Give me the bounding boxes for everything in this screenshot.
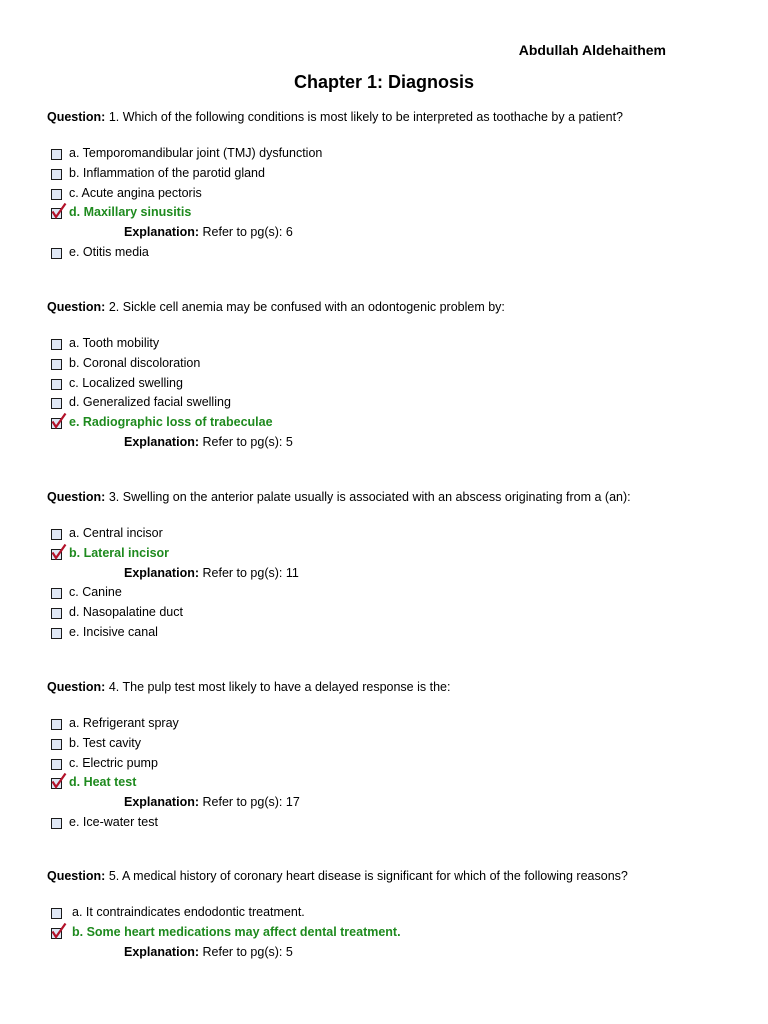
checkbox-icon[interactable]: [51, 189, 62, 200]
option-b-correct[interactable]: [47, 544, 737, 564]
checkbox-icon[interactable]: [51, 149, 62, 160]
question-4: [47, 679, 737, 833]
option-c[interactable]: [47, 184, 737, 204]
option-label: a. Central incisor: [69, 526, 163, 540]
explanation-label: Explanation:: [124, 565, 200, 580]
option-a[interactable]: [47, 144, 737, 164]
option-label: b. Coronal discoloration: [69, 355, 201, 370]
question-label: Question:: [47, 490, 106, 504]
question-text: [47, 868, 737, 884]
option-c[interactable]: [47, 374, 737, 394]
option-e[interactable]: [47, 813, 737, 833]
checkbox-icon[interactable]: [51, 608, 62, 619]
option-e[interactable]: [47, 243, 737, 263]
checkbox-icon[interactable]: [51, 628, 62, 639]
option-c[interactable]: [47, 754, 737, 774]
option-label: a. It contraindicates endodontic treatment.: [72, 905, 305, 919]
explanation-label: Explanation:: [124, 795, 200, 810]
explanation: [47, 564, 737, 584]
options-list: [47, 524, 737, 643]
option-label: c. Localized swelling: [69, 375, 183, 390]
option-e-correct[interactable]: [47, 413, 737, 433]
checkbox-icon[interactable]: [51, 908, 62, 919]
option-b[interactable]: [47, 354, 737, 374]
option-label: b. Inflammation of the parotid gland: [69, 165, 265, 180]
explanation-label: Explanation:: [124, 225, 200, 240]
option-label: a. Temporomandibular joint (TMJ) dysfunction: [69, 146, 323, 160]
checkbox-icon[interactable]: [51, 359, 62, 370]
checkbox-icon[interactable]: [51, 739, 62, 750]
option-label: b. Some heart medications may affect dental treatment.: [72, 924, 401, 939]
option-d[interactable]: [47, 603, 737, 623]
question-body: 5. A medical history of coronary heart disease is significant for which of the following reasons?: [108, 869, 628, 883]
explanation-text: Refer to pg(s): 11: [202, 565, 299, 580]
question-label: Question:: [47, 300, 106, 314]
explanation-text: Refer to pg(s): 5: [202, 944, 293, 959]
author-name: Abdullah Aldehaithem: [518, 42, 666, 58]
chapter-title: Chapter 1: Diagnosis: [293, 72, 475, 92]
question-text: [47, 299, 737, 315]
option-label: d. Generalized facial swelling: [69, 395, 231, 410]
option-e[interactable]: [47, 623, 737, 643]
checkmark-icon: [51, 922, 67, 940]
option-label: e. Incisive canal: [69, 624, 158, 639]
checkmark-icon: [51, 543, 67, 561]
question-text: [47, 109, 737, 125]
explanation-text: Refer to pg(s): 6: [202, 225, 293, 240]
checkbox-icon[interactable]: [51, 529, 62, 540]
option-label: d. Heat test: [69, 775, 137, 790]
checkmark-icon: [51, 202, 67, 220]
question-5: [47, 868, 737, 962]
option-a[interactable]: [47, 524, 737, 544]
option-a[interactable]: [47, 903, 737, 923]
explanation: [47, 223, 737, 243]
option-d[interactable]: [47, 393, 737, 413]
option-c[interactable]: [47, 583, 737, 603]
option-label: c. Acute angina pectoris: [69, 185, 202, 200]
option-b[interactable]: [47, 164, 737, 184]
option-b-correct[interactable]: [47, 923, 737, 943]
option-d-correct[interactable]: [47, 773, 737, 793]
checkmark-icon: [51, 412, 67, 430]
option-label: e. Radiographic loss of trabeculae: [69, 415, 273, 430]
question-1: [47, 109, 737, 263]
option-label: b. Test cavity: [69, 735, 142, 750]
option-label: d. Maxillary sinusitis: [69, 205, 192, 220]
checkmark-icon: [51, 772, 67, 790]
question-body: 2. Sickle cell anemia may be confused with an odontogenic problem by:: [108, 300, 505, 314]
question-text: [47, 489, 737, 505]
option-label: e. Ice-water test: [69, 814, 158, 829]
option-label: c. Canine: [69, 585, 122, 600]
checkbox-icon[interactable]: [51, 398, 62, 409]
question-body: 1. Which of the following conditions is most likely to be interpreted as toothache by a patient?: [108, 110, 624, 124]
checkbox-icon[interactable]: [51, 719, 62, 730]
explanation: [47, 433, 737, 453]
options-list: [47, 714, 737, 833]
question-body: 3. Swelling on the anterior palate usually is associated with an abscess originating from a (an):: [108, 490, 631, 504]
question-label: Question:: [47, 869, 106, 883]
explanation-label: Explanation:: [124, 944, 200, 959]
option-label: e. Otitis media: [69, 244, 149, 259]
checkbox-icon[interactable]: [51, 379, 62, 390]
question-2: [47, 299, 737, 453]
option-label: b. Lateral incisor: [69, 545, 170, 560]
option-label: c. Electric pump: [69, 755, 158, 770]
option-d-correct[interactable]: [47, 203, 737, 223]
question-body: 4. The pulp test most likely to have a delayed response is the:: [108, 680, 451, 694]
option-label: d. Nasopalatine duct: [69, 605, 183, 620]
checkbox-icon[interactable]: [51, 339, 62, 350]
explanation-label: Explanation:: [124, 434, 200, 449]
question-3: [47, 489, 737, 643]
option-label: a. Tooth mobility: [69, 336, 160, 350]
question-label: Question:: [47, 110, 106, 124]
checkbox-icon[interactable]: [51, 759, 62, 770]
option-b[interactable]: [47, 734, 737, 754]
question-label: Question:: [47, 680, 106, 694]
option-label: a. Refrigerant spray: [69, 716, 179, 730]
explanation-text: Refer to pg(s): 5: [202, 434, 293, 449]
explanation: [47, 943, 737, 963]
checkbox-icon[interactable]: [51, 588, 62, 599]
options-list: [47, 903, 737, 962]
question-text: [47, 679, 737, 695]
explanation-text: Refer to pg(s): 17: [202, 795, 300, 810]
option-a[interactable]: [47, 714, 737, 734]
option-a[interactable]: [47, 334, 737, 354]
options-list: [47, 144, 737, 263]
checkbox-icon[interactable]: [51, 818, 62, 829]
explanation: [47, 793, 737, 813]
options-list: [47, 334, 737, 453]
checkbox-icon[interactable]: [51, 248, 62, 259]
checkbox-icon[interactable]: [51, 169, 62, 180]
